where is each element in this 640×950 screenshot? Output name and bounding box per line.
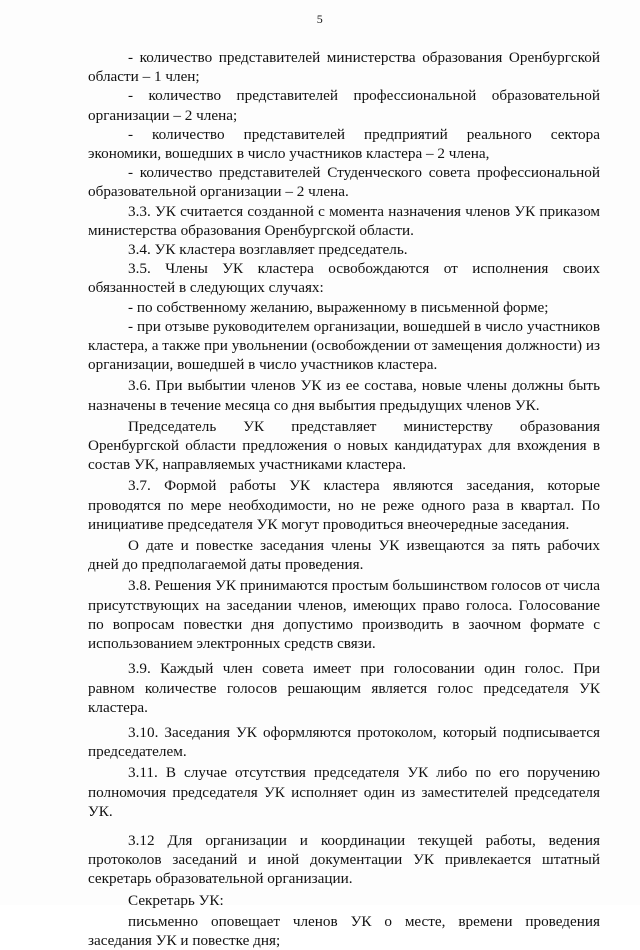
paragraph-3-12: 3.12 Для организации и координации текущей работы, ведения протоколов заседаний и иной документации УК привлекается штатный секретарь образовательной организации. <box>88 831 600 888</box>
paragraph-secretary-duty-notify: письменно оповещает членов УК о месте, времени проведения заседания УК и повестке дня; <box>88 912 600 949</box>
paragraph-3-6: 3.6. При выбытии членов УК из ее состава, новые члены должны быть назначены в течение месяца со дня выбытия предыдущих членов УК. <box>88 377 600 414</box>
paragraph-3-11: 3.11. В случае отсутствия председателя УК либо по его поручению полномочия председателя УК исполняет один из заместителей председателя УК. <box>88 764 600 820</box>
page-number: 5 <box>316 12 324 26</box>
paragraph-student-council-reps: - количество представителей Студенческого совета профессиональной образовательной организации – 2 члена. <box>88 164 600 201</box>
paragraph-recall: - при отзыве руководителем организации, вошедшей в число участников кластера, а также при увольнении (освобождении от замещения должности) из организации, вошедшей в число участников кластера. <box>88 317 600 374</box>
paragraph-chairman-proposals: Председатель УК представляет министерству образования Оренбургской области предложения о новых кандидатурах для вхождения в состав УК, направляемых участниками кластера. <box>88 417 600 474</box>
paragraph-3-8: 3.8. Решения УК принимаются простым большинством голосов от числа присутствующих на заседании членов, имеющих право голоса. Голосование по вопросам повестки дня допустимо производить в заочном формате с использованием электронных средств связи. <box>88 577 600 653</box>
paragraph-meeting-notice: О дате и повестке заседания члены УК извещаются за пять рабочих дней до предполагаемой даты проведения. <box>88 537 600 574</box>
paragraph-3-3: 3.3. УК считается созданной с момента назначения членов УК приказом министерства образования Оренбургской области. <box>88 202 600 239</box>
paragraph-own-will: - по собственному желанию, выраженному в письменной форме; <box>128 298 549 316</box>
paragraph-enterprise-reps: - количество представителей предприятий реального сектора экономики, вошедших в число участников кластера – 2 члена, <box>88 125 600 163</box>
document-body <box>88 48 600 950</box>
paragraph-secretary-heading: Секретарь УК: <box>128 891 224 909</box>
paragraph-3-4: 3.4. УК кластера возглавляет председатель. <box>128 241 408 259</box>
paragraph-college-reps: - количество представителей профессиональной образовательной организации – 2 члена; <box>88 87 600 124</box>
paragraph-3-10: 3.10. Заседания УК оформляются протоколом, который подписывается председателем. <box>88 723 600 761</box>
paragraph-3-9: 3.9. Каждый член совета имеет при голосовании один голос. При равном количестве голосов решающим является голос председателя УК кластера. <box>88 660 600 716</box>
paragraph-3-7: 3.7. Формой работы УК кластера являются заседания, которые проводятся по мере необходимости, но не реже одного раза в квартал. По инициативе председателя УК могут проводиться внеочередные заседания. <box>88 477 600 533</box>
paragraph-3-5: 3.5. Члены УК кластера освобождаются от исполнения своих обязанностей в следующих случаях: <box>88 260 600 297</box>
paragraph-ministry-reps: - количество представителей министерства образования Оренбургской области – 1 член; <box>88 49 600 86</box>
